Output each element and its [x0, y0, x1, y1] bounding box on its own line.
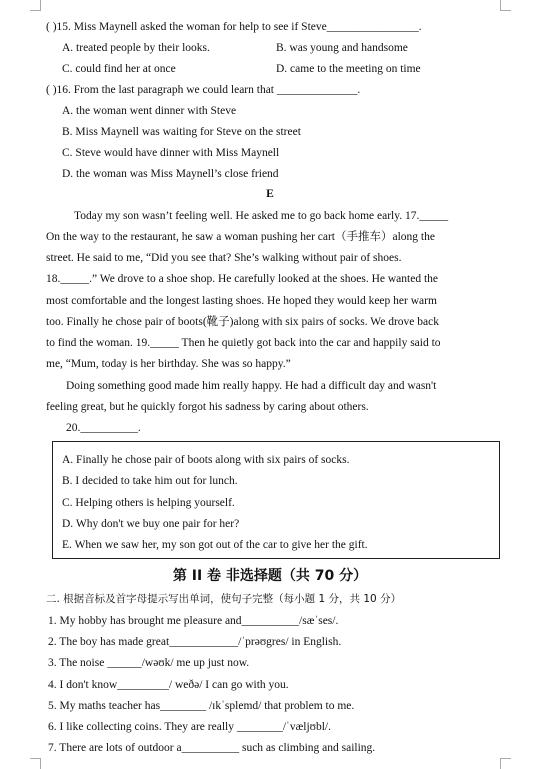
q15-option-b: B. was young and handsome — [276, 42, 408, 54]
q15-option-c: C. could find her at once — [62, 63, 176, 75]
passage-line: Today my son wasn’t feeling well. He asked me to go back home early. 17._____ — [74, 210, 449, 222]
vocab-item: 2. The boy has made great____________/ˈprəʊgres/ in English. — [48, 636, 342, 648]
passage-line: to find the woman. 19._____ Then he quietly got back into the car and happily said to — [46, 337, 441, 349]
passage-line: me, “Mum, today is her birthday. She was so happy.” — [46, 358, 291, 370]
passage-line: feeling great, but he quickly forgot his sadness by caring about others. — [46, 401, 369, 413]
vocab-item: 1. My hobby has brought me pleasure and__________/sæˈses/. — [48, 615, 339, 627]
q15-option-a: A. treated people by their looks. — [62, 42, 210, 54]
section-e-heading: E — [266, 188, 274, 200]
crop-mark-bottom-left — [30, 758, 41, 769]
q15-option-d: D. came to the meeting on time — [276, 63, 421, 75]
box-option-d: D. Why don't we buy one pair for her? — [62, 518, 240, 530]
q15-stem: ( )15. Miss Maynell asked the woman for help to see if Steve________________. — [46, 21, 422, 33]
vocab-item: 7. There are lots of outdoor a__________ such as climbing and sailing. — [48, 742, 376, 754]
box-option-c: C. Helping others is helping yourself. — [62, 497, 235, 509]
vocab-item: 3. The noise ______/wəʊk/ me up just now. — [48, 657, 250, 669]
crop-mark-bottom-right — [500, 758, 511, 769]
box-option-b: B. I decided to take him out for lunch. — [62, 475, 238, 487]
passage-line: street. He said to me, “Did you see that? She’s walking without pair of shoes. — [46, 252, 402, 264]
part2-instruction: 二. 根据音标及首字母提示写出单词，使句子完整（每小题 1 分，共 10 分） — [46, 593, 402, 605]
crop-mark-top-left — [30, 0, 41, 11]
part2-title: 第 II 卷 非选择题（共 70 分） — [172, 568, 368, 584]
crop-mark-top-right — [500, 0, 511, 11]
vocab-item: 4. I don't know_________/ weðə/ I can go with you. — [48, 679, 289, 691]
box-option-a: A. Finally he chose pair of boots along with six pairs of socks. — [62, 454, 350, 466]
q16-option-a: A. the woman went dinner with Steve — [62, 105, 237, 117]
vocab-item: 5. My maths teacher has________ /ɪkˈsplemd/ that problem to me. — [48, 700, 355, 712]
passage-line: On the way to the restaurant, he saw a woman pushing her cart（手推车）along the — [46, 231, 435, 243]
q16-option-d: D. the woman was Miss Maynell’s close friend — [62, 168, 279, 180]
passage-line: too. Finally he chose pair of boots(靴子)along with six pairs of socks. We drove back — [46, 316, 439, 328]
passage-line: Doing something good made him really happy. He had a difficult day and wasn't — [66, 380, 437, 392]
q16-option-b: B. Miss Maynell was waiting for Steve on the street — [62, 126, 301, 138]
passage-line: most comfortable and the longest lasting shoes. He hoped they would keep her warm — [46, 295, 437, 307]
passage-line: 18._____.” We drove to a shoe shop. He carefully looked at the shoes. He wanted the — [46, 273, 438, 285]
box-option-e: E. When we saw her, my son got out of the car to give her the gift. — [62, 539, 368, 551]
q16-stem: ( )16. From the last paragraph we could learn that ______________. — [46, 84, 361, 96]
vocab-item: 6. I like collecting coins. They are really ________/ˈvæljʊbl/. — [48, 721, 331, 733]
passage-blank-20: 20.__________. — [66, 422, 141, 434]
q16-option-c: C. Steve would have dinner with Miss Maynell — [62, 147, 280, 159]
